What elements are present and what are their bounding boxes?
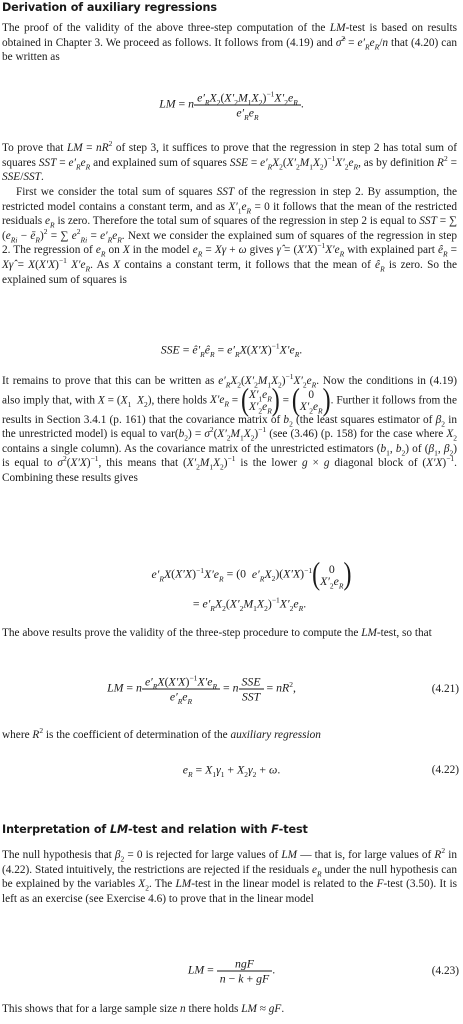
section-heading-derivation bbox=[2, 1, 217, 14]
paragraph-8: This shows that for a large sample size n there holds LM ≈ gF. bbox=[2, 1003, 285, 1015]
equation-sse: SSE = $ê'_Rê_R = e'_RX(X'X)^{-1}X'e_R$. bbox=[160, 341, 303, 359]
equation-number-4-23: (4.23) bbox=[431, 965, 459, 977]
equation-4-22: $e_R = X_1\gamma_1 + X_2\gamma_2 + \omega$. (4.22) bbox=[182, 762, 459, 779]
paragraph-1: The proof of the validity of the above three-step computation of the LM-test is based on results obtained in Chapter 3. We proceed as follows. It follows from (4.19) and σ̂$^2$ = $e'_Re_R/n$ that (4.20) can be written as bbox=[2, 22, 457, 64]
equation-number-4-22: (4.22) bbox=[431, 764, 459, 776]
paragraph-2: To prove that LM = $nR^2$ of step 3, it suffices to prove that the regression in step 2 has total sum of squares SST = $e'_Re_R$ and explained sum of squares SSE = $e'_RX_2(X'_2M_1X_2)^{-1}X'_2e_R$, as by definition $R^2 = SSE/SST$. bbox=[2, 139, 457, 184]
heading-interpretation-mid: -test and relation with bbox=[128, 823, 272, 836]
paragraph-4: It remains to prove that this can be written as $e'_RX_2(X'_2M_1X_2)^{-1}X'_2e_R$. Now the conditions in (4.19) also imply that, with $X = (X_1$ $X_2$), there holds $X'e_R$ = ( $X'_1e_R$ $X'_2e_R$ ) = ( 0 $X'_2e_R$ ). Further it follows from the results in Section 3.4.1 (p. 161) that the covariance matrix of $b_2$ (the least squares estimator of $\beta_2$ in the unrestricted model) is equal to $var(b_2) = \sigma^2(X'_2M_1X_2)^{-1}$ (see (3.46) (p. 158) for the case where $X_2$ contains a single column). As the covariance matrix of the unrestricted estimators ($b_1$, $b_2$) of ($\beta_1$, $\beta_2$) is equal to $\sigma^2(X'X)^{-1}$, this means that $(X'_2M_1X_2)^{-1}$ is the lower g × g diagonal block of $(X'X)^{-1}$. Combining these results gives bbox=[2, 372, 457, 484]
paragraph-3: First we consider the total sum of squares SST of the regression in step 2. By assumption, the restricted model contains a constant term, and as $X'_1e_R = 0$ it follows that the mean of the restricted residuals $e_R$ is zero. Therefore the total sum of squares of the regression in step 2 is equal to SST = ∑ ($e_{Ri}$ − $ē_R)^2$ = ∑ $e^2_{Ri} = e'_Re_R$. Next we consider the explained sum of squares of the regression in step 2. The regression of $e_R$ on X in the model $e_R = X\gamma + \omega$ gives γ̂ = $(X'X)^{-1}X'e_R$ with explained part $ê_R$ = Xγ̂ = $X(X'X)^{-1}$ $X'e_R$. As X contains a constant term, it follows that the mean of $ê_R$ is zero. So the explained sum of squares is bbox=[2, 186, 458, 286]
equation-4-21: LM = n $\frac{e'_RX(X'X)^{-1}X'e_R}{e'_Re_R}$ = n $\frac{\text{SSE}}{\text{SST}}$ = $nR^2$, (4.21) bbox=[107, 673, 459, 706]
heading-interpretation-prefix: Interpretation of bbox=[2, 823, 110, 836]
paragraph-6: where $R^2$ is the coefficient of determination of the auxiliary regression bbox=[2, 726, 321, 741]
heading-interpretation-lm: LM bbox=[109, 823, 129, 836]
section-heading-interpretation bbox=[2, 823, 308, 836]
section-heading-derivation-text: Derivation of auxiliary regressions bbox=[2, 1, 217, 14]
paragraph-5: The above results prove the validity of the three-step procedure to compute the LM-test, so that bbox=[2, 627, 432, 639]
equation-combined-line1: $e'_RX(X'X)^{-1}X'e_R = (0$ $e'_RX_2)(X'X)^{-1}$( 0 $X'_2e_R$ ) bbox=[151, 558, 352, 592]
equation-4-23: LM = $\frac{\text{ngF}}{n - k + gF}$ . (4.23) bbox=[187, 956, 459, 986]
paragraph-7: The null hypothesis that $\beta_2 = 0$ is rejected for large values of LM — that is, for large values of $R^2$ in (4.22). Stated intuitively, the restrictions are rejected if the residuals $e_R$ under the null hypothesis can be explained by the variables $X_2$. The LM-test in the linear model is related to the F-test (3.50). It is left as an exercise (see Exercise 4.6) to prove that in the linear model bbox=[2, 846, 457, 905]
heading-interpretation-f: F bbox=[271, 823, 279, 836]
equation-combined-line2: = $e'_RX_2(X'_2M_1X_2)^{-1}X'_2e_R$. bbox=[192, 595, 307, 613]
equation-number-4-21: (4.21) bbox=[431, 683, 459, 695]
heading-interpretation-suffix: -test bbox=[278, 823, 308, 836]
equation-lm-form: LM = n $\frac{e'_RX_2(X'_2M_1X_2)^{-1}X'_2e_R}{e'_Re_R}$ . bbox=[159, 89, 304, 122]
